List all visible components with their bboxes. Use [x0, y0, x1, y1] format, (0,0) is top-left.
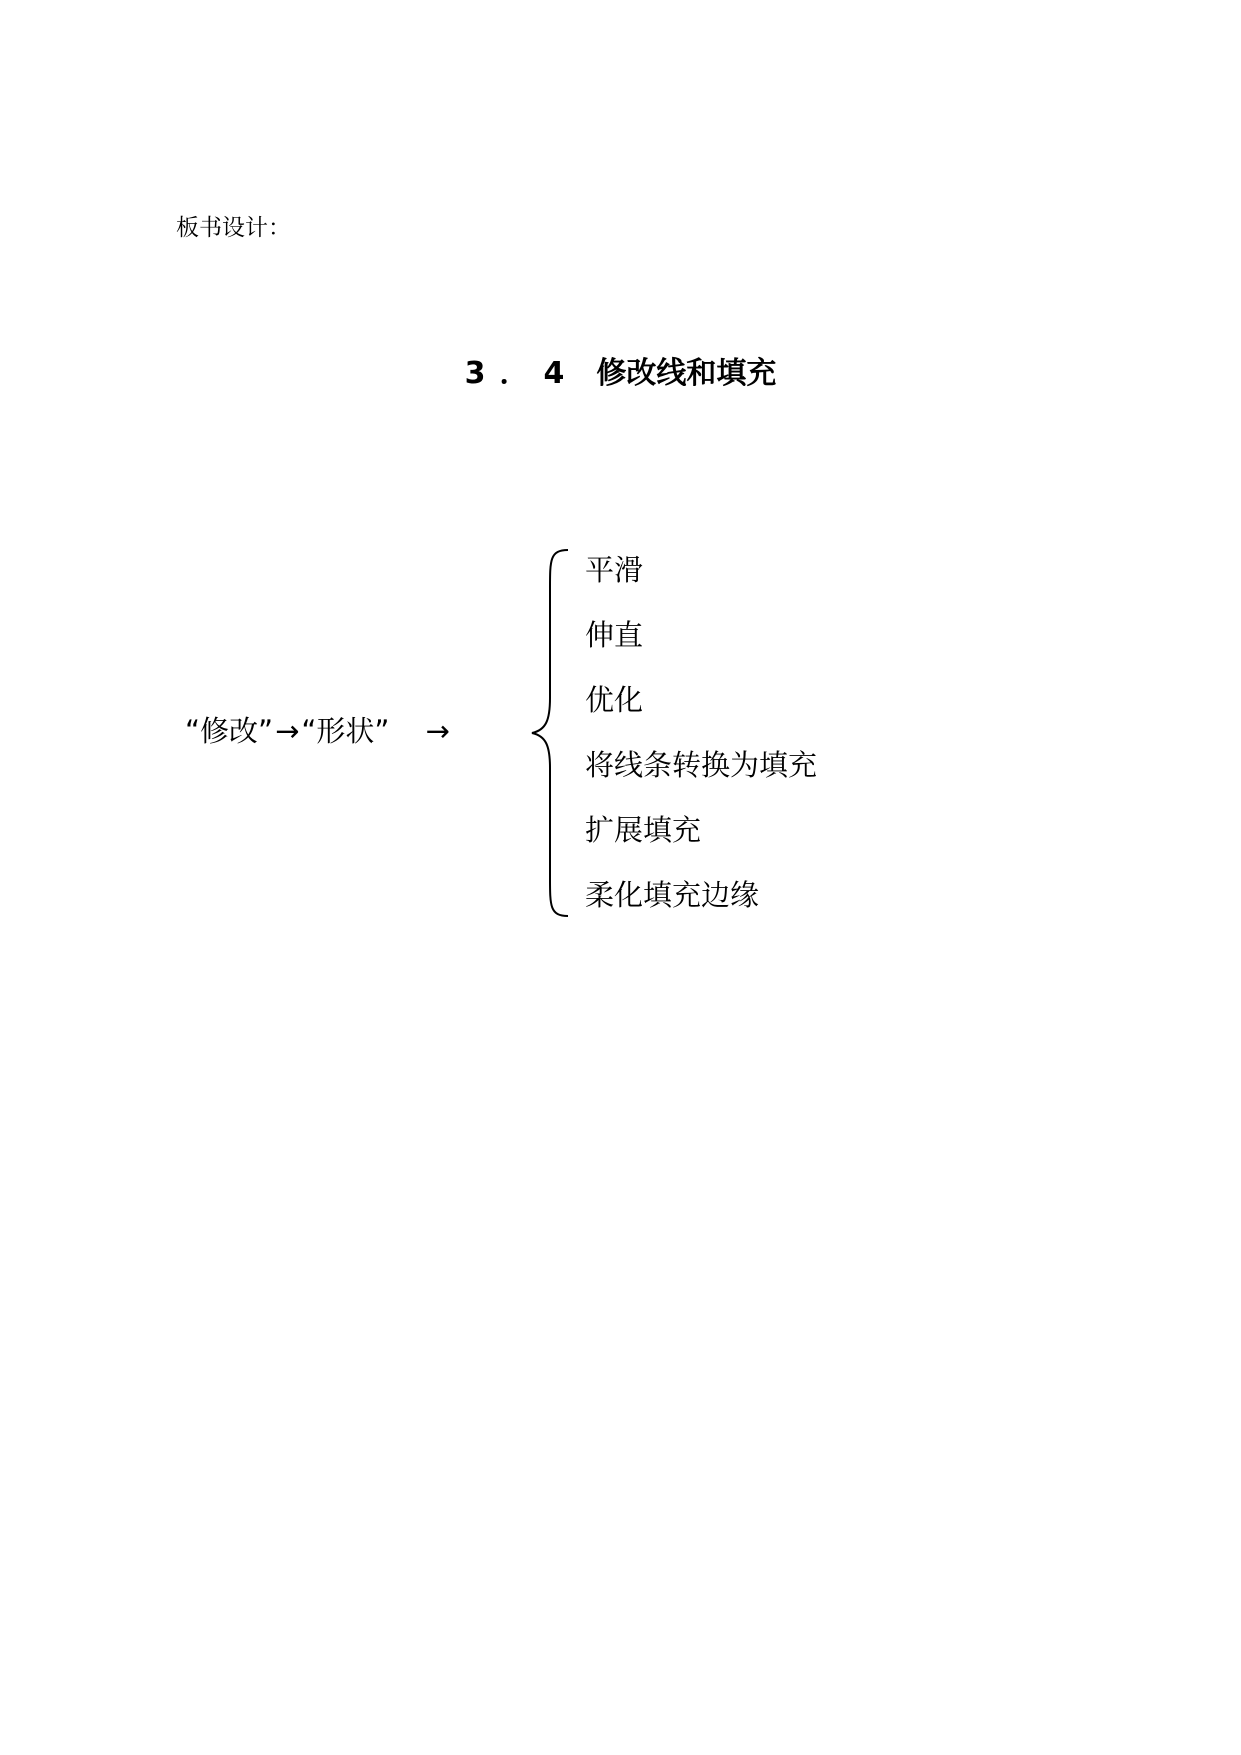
list-item: 扩展填充: [585, 813, 702, 847]
flow-path: [185, 711, 450, 751]
title-number: 3．4: [464, 356, 579, 391]
section-label: 板书设计：: [176, 215, 291, 241]
list-item: 柔化填充边缘: [585, 878, 760, 912]
list-item: 平滑: [585, 553, 644, 587]
curly-brace-icon: [528, 548, 576, 918]
flow-step-shape: “形状”: [301, 714, 390, 748]
flow-step-modify: “修改”: [185, 714, 274, 748]
flow-arrow-icon: →: [275, 714, 300, 748]
flow-arrow-icon: →: [425, 714, 450, 748]
list-item: 优化: [585, 683, 644, 717]
option-list: [585, 538, 817, 928]
title-text: 修改线和填充: [596, 356, 777, 391]
list-item: 伸直: [585, 618, 644, 652]
page-title: [0, 352, 1241, 396]
list-item: 将线条转换为填充: [585, 748, 818, 782]
